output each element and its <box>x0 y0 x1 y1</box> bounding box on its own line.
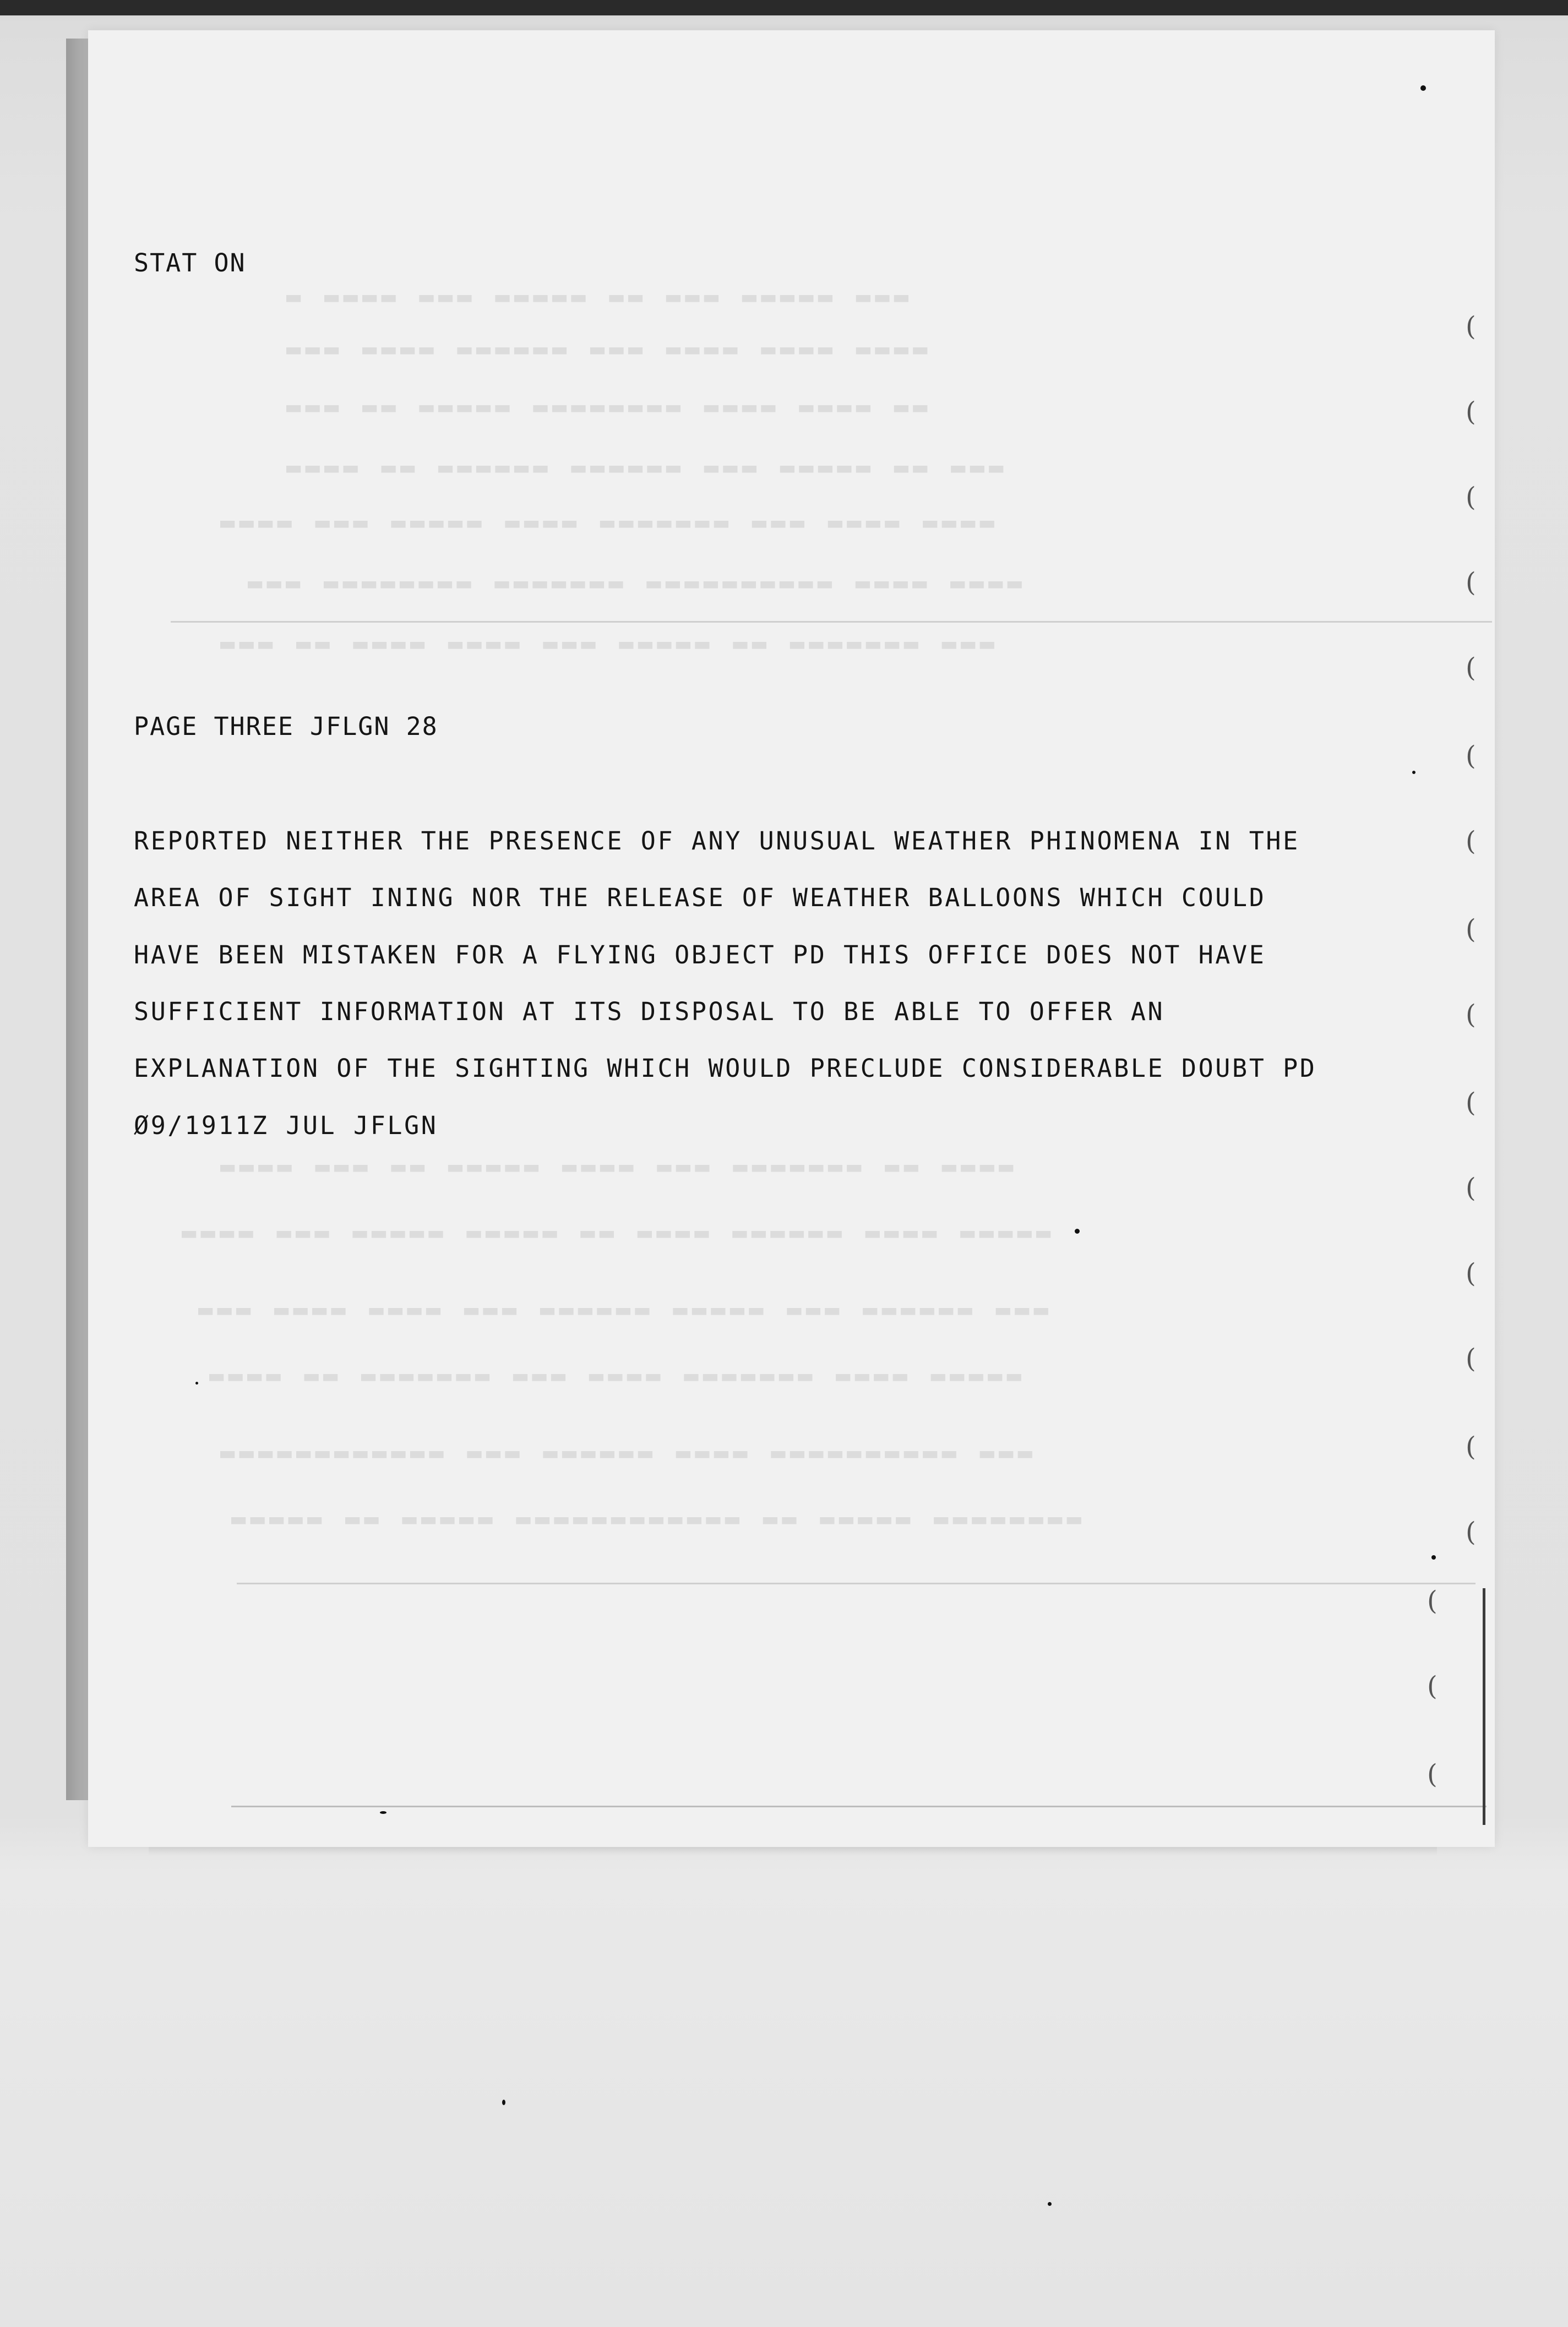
body-line-4: SUFFICIENT INFORMATION AT ITS DISPOSAL TO BE ABLE TO OFFER AN <box>134 997 1165 1026</box>
bleed-through-9: ▬▬▬▬ ▬▬▬ ▬▬▬▬▬ ▬▬▬▬▬ ▬▬ ▬▬▬▬ ▬▬▬▬▬▬ ▬▬▬▬ ▬▬▬▬▬ <box>182 1222 1055 1250</box>
dust-speck <box>195 1382 198 1385</box>
feed-hole-mark: ( <box>1466 1173 1476 1203</box>
bleed-through-12: ▬▬▬▬▬▬▬▬▬▬▬▬ ▬▬▬ ▬▬▬▬▬▬ ▬▬▬▬ ▬▬▬▬▬▬▬▬▬▬ ▬▬▬ <box>220 1442 1037 1470</box>
dust-speck <box>380 1811 386 1814</box>
body-line-1: REPORTED NEITHER THE PRESENCE OF ANY UNUSUAL WEATHER PHINOMENA IN THE <box>134 826 1300 855</box>
dust-speck <box>1075 1229 1080 1234</box>
stat-label: STAT ON <box>134 248 246 277</box>
feed-hole-mark: ( <box>1466 396 1476 427</box>
scan-top-edge <box>0 0 1568 15</box>
page-bottom-rule <box>231 1806 1487 1807</box>
bleed-rule-upper <box>171 621 1492 623</box>
feed-hole-mark: ( <box>1466 999 1476 1030</box>
dtg-line: Ø9/1911Z JUL JFLGN <box>134 1111 438 1140</box>
bleed-through-5: ▬▬▬▬ ▬▬▬ ▬▬▬▬▬ ▬▬▬▬ ▬▬▬▬▬▬▬ ▬▬▬ ▬▬▬▬ ▬▬▬▬ <box>220 512 999 540</box>
feed-hole-mark: ( <box>1466 567 1476 598</box>
bleed-through-3: ▬▬▬ ▬▬ ▬▬▬▬▬ ▬▬▬▬▬▬▬▬ ▬▬▬▬ ▬▬▬▬ ▬▬ <box>286 396 932 424</box>
dust-speck <box>1420 85 1426 91</box>
body-line-3: HAVE BEEN MISTAKEN FOR A FLYING OBJECT PD THIS OFFICE DOES NOT HAVE <box>134 940 1266 969</box>
feed-hole-mark: ( <box>1466 1431 1476 1462</box>
bleed-through-10: ▬▬▬ ▬▬▬▬ ▬▬▬▬ ▬▬▬ ▬▬▬▬▬▬ ▬▬▬▬▬ ▬▬▬ ▬▬▬▬▬▬ ▬▬▬ <box>198 1299 1053 1327</box>
bleed-through-6: ▬▬▬ ▬▬▬▬▬▬▬▬ ▬▬▬▬▬▬▬ ▬▬▬▬▬▬▬▬▬▬ ▬▬▬▬ ▬▬▬▬ <box>248 573 1027 601</box>
feed-hole-mark: ( <box>1466 826 1476 857</box>
feed-hole-mark: ( <box>1427 1671 1438 1702</box>
bleed-through-4: ▬▬▬▬ ▬▬ ▬▬▬▬▬▬ ▬▬▬▬▬▬ ▬▬▬ ▬▬▬▬▬ ▬▬ ▬▬▬ <box>286 457 1008 485</box>
feed-hole-mark: ( <box>1466 914 1476 945</box>
feed-hole-mark: ( <box>1427 1759 1438 1790</box>
feed-hole-mark: ( <box>1466 311 1476 342</box>
feed-hole-mark: ( <box>1466 482 1476 513</box>
feed-hole-mark: ( <box>1466 1258 1476 1289</box>
dust-speck <box>1048 2202 1052 2206</box>
bleed-through-13: ▬▬▬▬▬ ▬▬ ▬▬▬▬▬ ▬▬▬▬▬▬▬▬▬▬▬▬ ▬▬ ▬▬▬▬▬ ▬▬▬▬▬▬▬▬ <box>231 1508 1086 1536</box>
bleed-through-2: ▬▬▬ ▬▬▬▬ ▬▬▬▬▬▬ ▬▬▬ ▬▬▬▬ ▬▬▬▬ ▬▬▬▬ <box>286 339 932 367</box>
page-header: PAGE THREE JFLGN 28 <box>134 712 438 741</box>
bleed-through-11: ▬▬▬▬ ▬▬ ▬▬▬▬▬▬▬ ▬▬▬ ▬▬▬▬ ▬▬▬▬▬▬▬ ▬▬▬▬ ▬▬▬▬▬ <box>209 1365 1026 1393</box>
dust-speck <box>502 2100 505 2105</box>
feed-hole-mark: ( <box>1466 1087 1476 1118</box>
page-right-rule <box>1483 1588 1485 1825</box>
bleed-rule-lower <box>237 1583 1476 1584</box>
feed-hole-mark: ( <box>1427 1585 1438 1616</box>
feed-hole-mark: ( <box>1466 1343 1476 1374</box>
dust-speck <box>1431 1555 1436 1560</box>
feed-hole-mark: ( <box>1466 1517 1476 1547</box>
bleed-through-1: ▬ ▬▬▬▬ ▬▬▬ ▬▬▬▬▬ ▬▬ ▬▬▬ ▬▬▬▬▬ ▬▬▬ <box>286 286 913 314</box>
feed-hole-mark: ( <box>1466 652 1476 683</box>
body-line-2: AREA OF SIGHT INING NOR THE RELEASE OF WEATHER BALLOONS WHICH COULD <box>134 883 1266 912</box>
bleed-through-7: ▬▬▬ ▬▬ ▬▬▬▬ ▬▬▬▬ ▬▬▬ ▬▬▬▬▬ ▬▬ ▬▬▬▬▬▬▬ ▬▬▬ <box>220 633 999 661</box>
body-line-5: EXPLANATION OF THE SIGHTING WHICH WOULD PRECLUDE CONSIDERABLE DOUBT PD <box>134 1054 1317 1083</box>
bleed-through-8: ▬▬▬▬ ▬▬▬ ▬▬ ▬▬▬▬▬ ▬▬▬▬ ▬▬▬ ▬▬▬▬▬▬▬ ▬▬ ▬▬▬▬ <box>220 1156 1018 1184</box>
dust-speck <box>1412 771 1415 774</box>
feed-hole-mark: ( <box>1466 740 1476 771</box>
